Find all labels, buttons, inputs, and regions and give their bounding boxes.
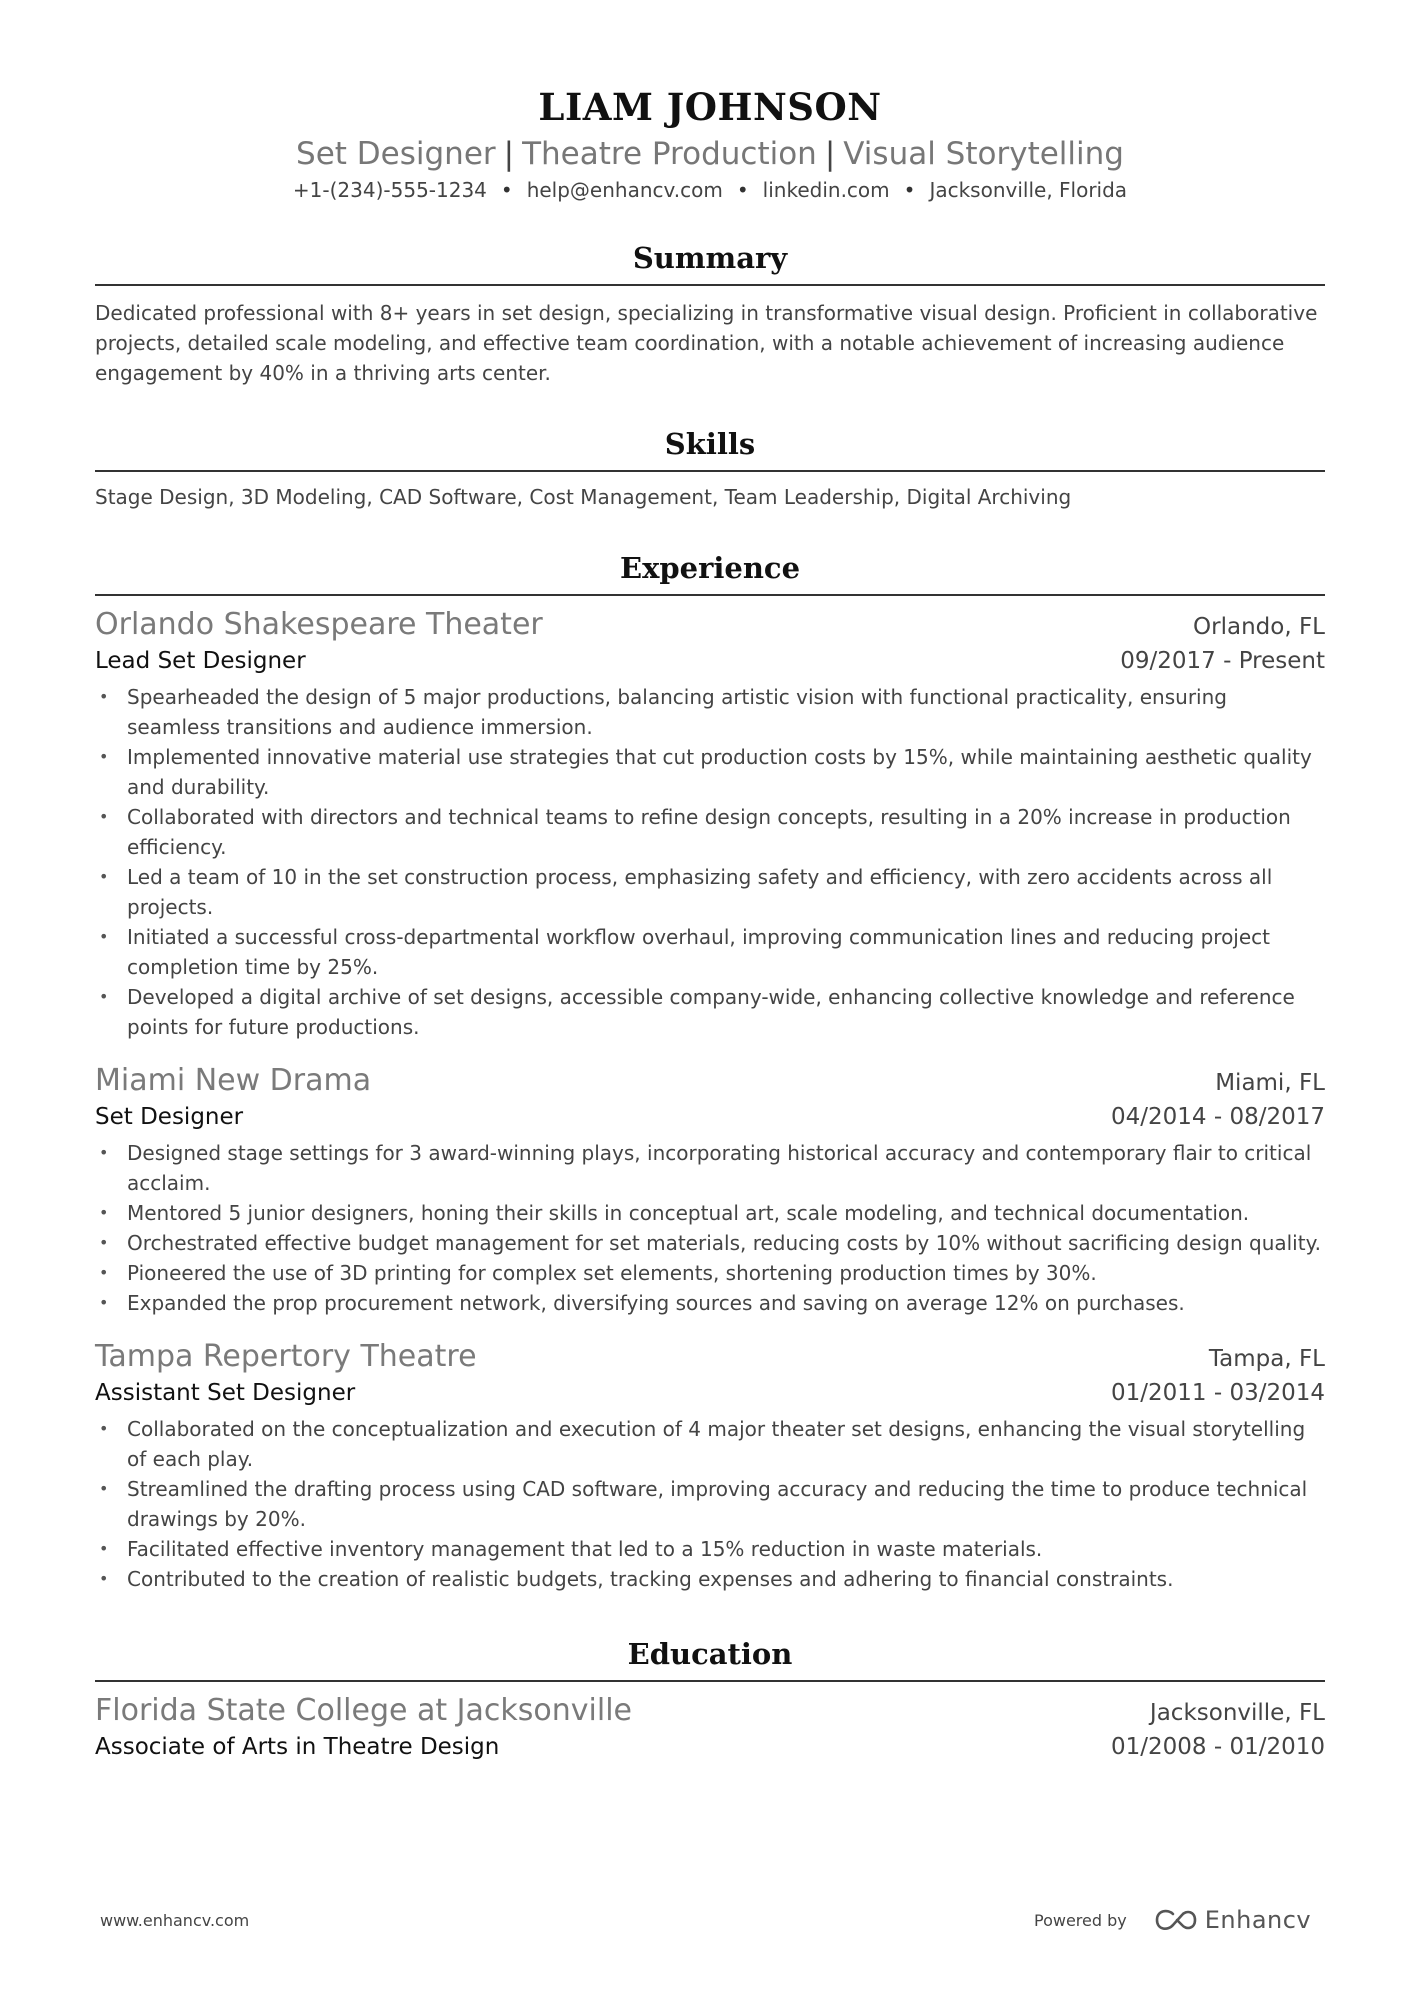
- bullet-icon: •: [99, 1263, 109, 1282]
- achievement-text: Streamlined the drafting process using CAD software, improving accuracy and reducing the time to produce technical drawings by 20%.: [127, 1477, 1308, 1531]
- bullet-icon: •: [99, 1419, 109, 1438]
- achievement-item: [95, 1138, 1325, 1198]
- achievement-item: [95, 1474, 1325, 1534]
- job-dates: 04/2014 - 08/2017: [1110, 1104, 1325, 1130]
- enhancv-logo-icon: [1153, 1907, 1199, 1933]
- achievement-item: [95, 862, 1325, 922]
- summary-text: Dedicated professional with 8+ years in set design, specializing in transformative visual design. Proficient in collaborative projects, detailed scale modeling, and effective team coordination, with a notable achievement of increasing audience engagement by 40% in a thriving arts center.: [95, 301, 1318, 385]
- footer-branding[interactable]: [1034, 1900, 1314, 1940]
- achievement-text: Collaborated with directors and technical teams to refine design concepts, resulting in a 20% increase in production efficiency.: [127, 805, 1291, 859]
- job-title: Set Designer: [95, 1104, 244, 1130]
- achievement-item: [95, 1414, 1325, 1474]
- achievement-item: [95, 1198, 1325, 1228]
- achievement-item: [95, 1228, 1325, 1258]
- achievement-text: Mentored 5 junior designers, honing their skills in conceptual art, scale modeling, and technical documentation.: [127, 1201, 1250, 1225]
- achievement-item: [95, 742, 1325, 802]
- bullet-icon: •: [99, 867, 109, 886]
- section-title-experience: Experience: [619, 551, 801, 585]
- bullet-icon: •: [99, 687, 109, 706]
- job-dates: 01/2011 - 03/2014: [1110, 1380, 1325, 1406]
- headline-separator: |: [824, 136, 836, 172]
- headline-titles: [95, 134, 1325, 174]
- achievement-text: Facilitated effective inventory management that led to a 15% reduction in waste materials.: [127, 1537, 1043, 1561]
- job-title: Assistant Set Designer: [95, 1380, 356, 1406]
- resume-header: [95, 0, 1325, 204]
- linkedin-link[interactable]: linkedin.com: [762, 178, 890, 202]
- section-title-skills: Skills: [664, 427, 756, 461]
- candidate-name: LIAM JOHNSON: [538, 85, 882, 129]
- company-name: Tampa Repertory Theatre: [95, 1339, 477, 1374]
- skills-text: Stage Design, 3D Modeling, CAD Software, Cost Management, Team Leadership, Digital Archiving: [95, 485, 1072, 509]
- contact-separator: •: [736, 178, 749, 202]
- skills-section: [95, 424, 1325, 512]
- achievement-text: Pioneered the use of 3D printing for complex set elements, shortening production times by 30%.: [127, 1261, 1097, 1285]
- education-entry: [95, 1692, 1325, 1764]
- section-divider: [95, 1680, 1325, 1682]
- achievement-text: Developed a digital archive of set designs, accessible company-wide, enhancing collective knowledge and reference points for future productions.: [127, 985, 1295, 1039]
- headline-title: Set Designer: [296, 136, 496, 172]
- section-divider: [95, 284, 1325, 286]
- section-title-summary: Summary: [632, 241, 788, 275]
- achievement-text: Collaborated on the conceptualization and execution of 4 major theater set designs, enhancing the visual storytelling of each play.: [127, 1417, 1306, 1471]
- bullet-icon: •: [99, 747, 109, 766]
- achievement-text: Contributed to the creation of realistic budgets, tracking expenses and adhering to financial constraints.: [127, 1567, 1174, 1591]
- degree-title: Associate of Arts in Theatre Design: [95, 1734, 500, 1760]
- bullet-icon: •: [99, 927, 109, 946]
- company-name: Miami New Drama: [95, 1063, 372, 1098]
- bullet-icon: •: [99, 1233, 109, 1252]
- achievement-text: Expanded the prop procurement network, diversifying sources and saving on average 12% on purchases.: [127, 1291, 1185, 1315]
- achievement-item: [95, 802, 1325, 862]
- headline-title: Visual Storytelling: [843, 136, 1124, 172]
- achievement-text: Orchestrated effective budget management for set materials, reducing costs by 10% without sacrificing design quality.: [127, 1231, 1321, 1255]
- section-divider: [95, 470, 1325, 472]
- powered-by-label: Powered by: [1034, 1910, 1127, 1930]
- achievement-item: [95, 682, 1325, 742]
- headline-separator: |: [503, 136, 515, 172]
- achievement-text: Implemented innovative material use strategies that cut production costs by 15%, while maintaining aesthetic quality and durability.: [127, 745, 1312, 799]
- contact-line: [95, 176, 1325, 204]
- contact-separator: •: [903, 178, 916, 202]
- email-link[interactable]: help@enhancv.com: [526, 178, 723, 202]
- job-dates: 09/2017 - Present: [1120, 648, 1325, 674]
- bullet-icon: •: [99, 1203, 109, 1222]
- achievement-item: [95, 922, 1325, 982]
- section-title-education: Education: [627, 1637, 793, 1671]
- school-name: Florida State College at Jacksonville: [95, 1693, 632, 1728]
- experience-entry: [95, 606, 1325, 1042]
- education-section: [95, 1634, 1325, 1764]
- achievement-item: [95, 982, 1325, 1042]
- job-location: Tampa, FL: [1208, 1346, 1325, 1372]
- achievement-item: [95, 1534, 1325, 1564]
- bullet-icon: •: [99, 1569, 109, 1588]
- location-text: Jacksonville, Florida: [929, 178, 1128, 202]
- headline-title: Theatre Production: [522, 136, 817, 172]
- school-location: Jacksonville, FL: [1149, 1700, 1325, 1726]
- experience-section: [95, 548, 1325, 1594]
- achievement-list: [95, 1138, 1325, 1318]
- bullet-icon: •: [99, 1143, 109, 1162]
- contact-separator: •: [500, 178, 513, 202]
- job-location: Orlando, FL: [1193, 614, 1325, 640]
- achievement-list: [95, 1414, 1325, 1594]
- achievement-list: [95, 682, 1325, 1042]
- bullet-icon: •: [99, 1479, 109, 1498]
- bullet-icon: •: [99, 1539, 109, 1558]
- bullet-icon: •: [99, 1293, 109, 1312]
- bullet-icon: •: [99, 807, 109, 826]
- experience-entry: [95, 1338, 1325, 1594]
- achievement-text: Spearheaded the design of 5 major productions, balancing artistic vision with functional practicality, ensuring seamless transitions and audience immersion.: [127, 685, 1227, 739]
- achievement-text: Initiated a successful cross-departmental workflow overhaul, improving communication lines and reducing project completion time by 25%.: [127, 925, 1271, 979]
- achievement-text: Designed stage settings for 3 award-winning plays, incorporating historical accuracy and contemporary flair to critical acclaim.: [127, 1141, 1312, 1195]
- bullet-icon: •: [99, 987, 109, 1006]
- job-title: Lead Set Designer: [95, 648, 306, 674]
- experience-entry: [95, 1062, 1325, 1318]
- achievement-item: [95, 1258, 1325, 1288]
- enhancv-logo-text: Enhancv: [1204, 1906, 1312, 1934]
- job-location: Miami, FL: [1215, 1070, 1325, 1096]
- section-divider: [95, 594, 1325, 596]
- summary-section: [95, 238, 1325, 388]
- achievement-text: Led a team of 10 in the set construction process, emphasizing safety and efficiency, with zero accidents across all projects.: [127, 865, 1273, 919]
- achievement-item: [95, 1564, 1325, 1594]
- company-name: Orlando Shakespeare Theater: [95, 607, 543, 642]
- phone-number: +1-(234)-555-1234: [292, 178, 487, 202]
- education-dates: 01/2008 - 01/2010: [1110, 1734, 1325, 1760]
- resume-page: [95, 0, 1325, 1764]
- footer-website-link[interactable]: www.enhancv.com: [100, 1911, 250, 1930]
- achievement-item: [95, 1288, 1325, 1318]
